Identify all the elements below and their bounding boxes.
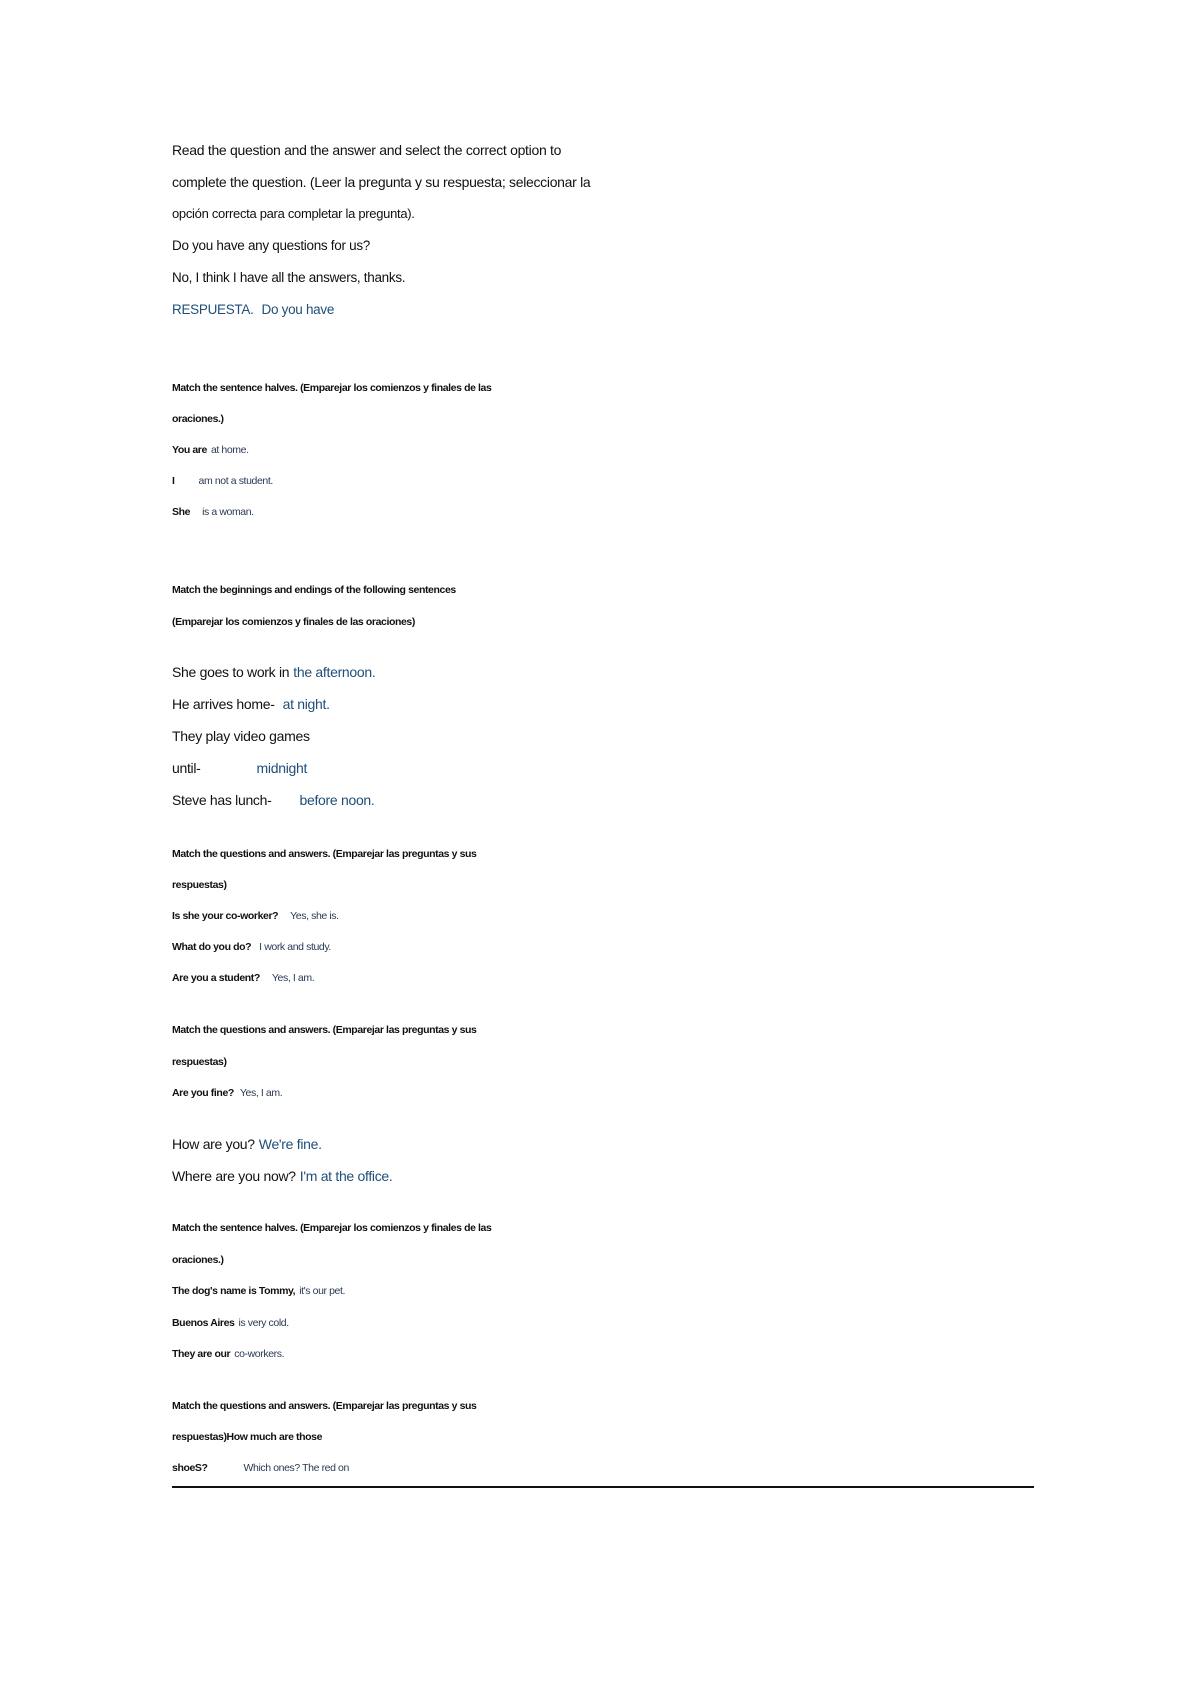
section3-instruction-1: Match the beginnings and endings of the following sentences bbox=[172, 584, 456, 596]
row-question: shoeS? bbox=[172, 1462, 208, 1474]
section5-instruction-1: Match the questions and answers. (Emparejar las preguntas y sus bbox=[172, 1024, 477, 1036]
row-end: is very cold. bbox=[238, 1317, 289, 1329]
row-end: before noon. bbox=[299, 792, 375, 808]
section2-instruction-1: Match the sentence halves. (Emparejar los comienzos y finales de las bbox=[172, 382, 492, 394]
qa-row bbox=[172, 1462, 349, 1474]
instruction-line-2: complete the question. (Leer la pregunta y su respuesta; seleccionar la bbox=[172, 174, 591, 190]
row-start: until- bbox=[172, 760, 201, 776]
horizontal-rule bbox=[172, 1486, 1034, 1488]
instruction-line-1: Read the question and the answer and select the correct option to bbox=[172, 142, 562, 158]
match-row bbox=[172, 506, 254, 518]
match-row bbox=[172, 792, 375, 808]
row-answer: We're fine. bbox=[258, 1136, 322, 1152]
qa-row bbox=[172, 910, 339, 922]
row-start: Steve has lunch- bbox=[172, 792, 272, 808]
row-answer: Yes, I am. bbox=[239, 1087, 283, 1099]
row-end: am not a student. bbox=[198, 475, 273, 487]
row-start: He arrives home- bbox=[172, 696, 275, 712]
qa-row bbox=[172, 1168, 393, 1184]
row-end: at night. bbox=[282, 696, 330, 712]
section3-instruction-2: (Emparejar los comienzos y finales de las oraciones) bbox=[172, 616, 415, 628]
section2-instruction-2: oraciones.) bbox=[172, 413, 224, 425]
match-row bbox=[172, 664, 375, 680]
row-start: Buenos Aires bbox=[172, 1317, 235, 1329]
row-start: They play video games bbox=[172, 728, 310, 744]
match-row bbox=[172, 1285, 345, 1297]
section4-instruction-1: Match the questions and answers. (Emparejar las preguntas y sus bbox=[172, 848, 477, 860]
row-question: Are you fine? bbox=[172, 1087, 234, 1099]
answer-text: No, I think I have all the answers, thanks. bbox=[172, 270, 406, 285]
row-answer: Yes, I am. bbox=[271, 972, 315, 984]
question-text: Do you have any questions for us? bbox=[172, 238, 370, 253]
row-question: How much are those bbox=[226, 1431, 323, 1443]
row-answer: I'm at the office. bbox=[299, 1168, 393, 1184]
row-question: How are you? bbox=[172, 1136, 255, 1152]
instruction-end: respuestas) bbox=[172, 1431, 227, 1443]
instruction-line-3: opción correcta para completar la pregunta). bbox=[172, 206, 415, 221]
section4-instruction-2: respuestas) bbox=[172, 879, 227, 891]
match-row bbox=[172, 1348, 284, 1360]
section6-instruction-2: oraciones.) bbox=[172, 1254, 224, 1266]
row-answer: I work and study. bbox=[259, 941, 331, 953]
qa-row bbox=[172, 1087, 282, 1099]
section7-instruction-1: Match the questions and answers. (Emparejar las preguntas y sus bbox=[172, 1400, 477, 1412]
row-end: midnight bbox=[256, 760, 308, 776]
match-row bbox=[172, 728, 310, 744]
row-start: They are our bbox=[172, 1348, 231, 1360]
response-value: Do you have bbox=[261, 302, 335, 317]
row-end: co-workers. bbox=[234, 1348, 285, 1360]
row-end: at home. bbox=[210, 444, 249, 456]
row-end: it's our pet. bbox=[299, 1285, 346, 1297]
qa-row bbox=[172, 972, 314, 984]
row-start: You are bbox=[172, 444, 207, 456]
qa-row bbox=[172, 941, 331, 953]
match-row bbox=[172, 475, 273, 487]
response-label: RESPUESTA. bbox=[172, 302, 254, 317]
row-question: What do you do? bbox=[172, 941, 252, 953]
match-row bbox=[172, 444, 249, 456]
row-question: Is she your co-worker? bbox=[172, 910, 279, 922]
section5-instruction-2: respuestas) bbox=[172, 1056, 227, 1068]
row-answer: Yes, she is. bbox=[290, 910, 339, 922]
section7-instruction-2 bbox=[172, 1431, 322, 1443]
row-end: is a woman. bbox=[202, 506, 254, 518]
section6-instruction-1: Match the sentence halves. (Emparejar los comienzos y finales de las bbox=[172, 1222, 492, 1234]
row-start: She bbox=[172, 506, 191, 518]
row-start: I bbox=[172, 475, 175, 487]
row-question: Are you a student? bbox=[172, 972, 260, 984]
match-row bbox=[172, 696, 330, 712]
row-question: Where are you now? bbox=[172, 1168, 296, 1184]
match-row bbox=[172, 760, 307, 776]
row-answer: Which ones? The red on bbox=[243, 1462, 349, 1474]
response-line bbox=[172, 302, 334, 317]
row-end: the afternoon. bbox=[293, 664, 376, 680]
row-start: She goes to work in bbox=[172, 664, 290, 680]
match-row bbox=[172, 1317, 289, 1329]
row-start: The dog's name is Tommy, bbox=[172, 1285, 296, 1297]
qa-row bbox=[172, 1136, 322, 1152]
